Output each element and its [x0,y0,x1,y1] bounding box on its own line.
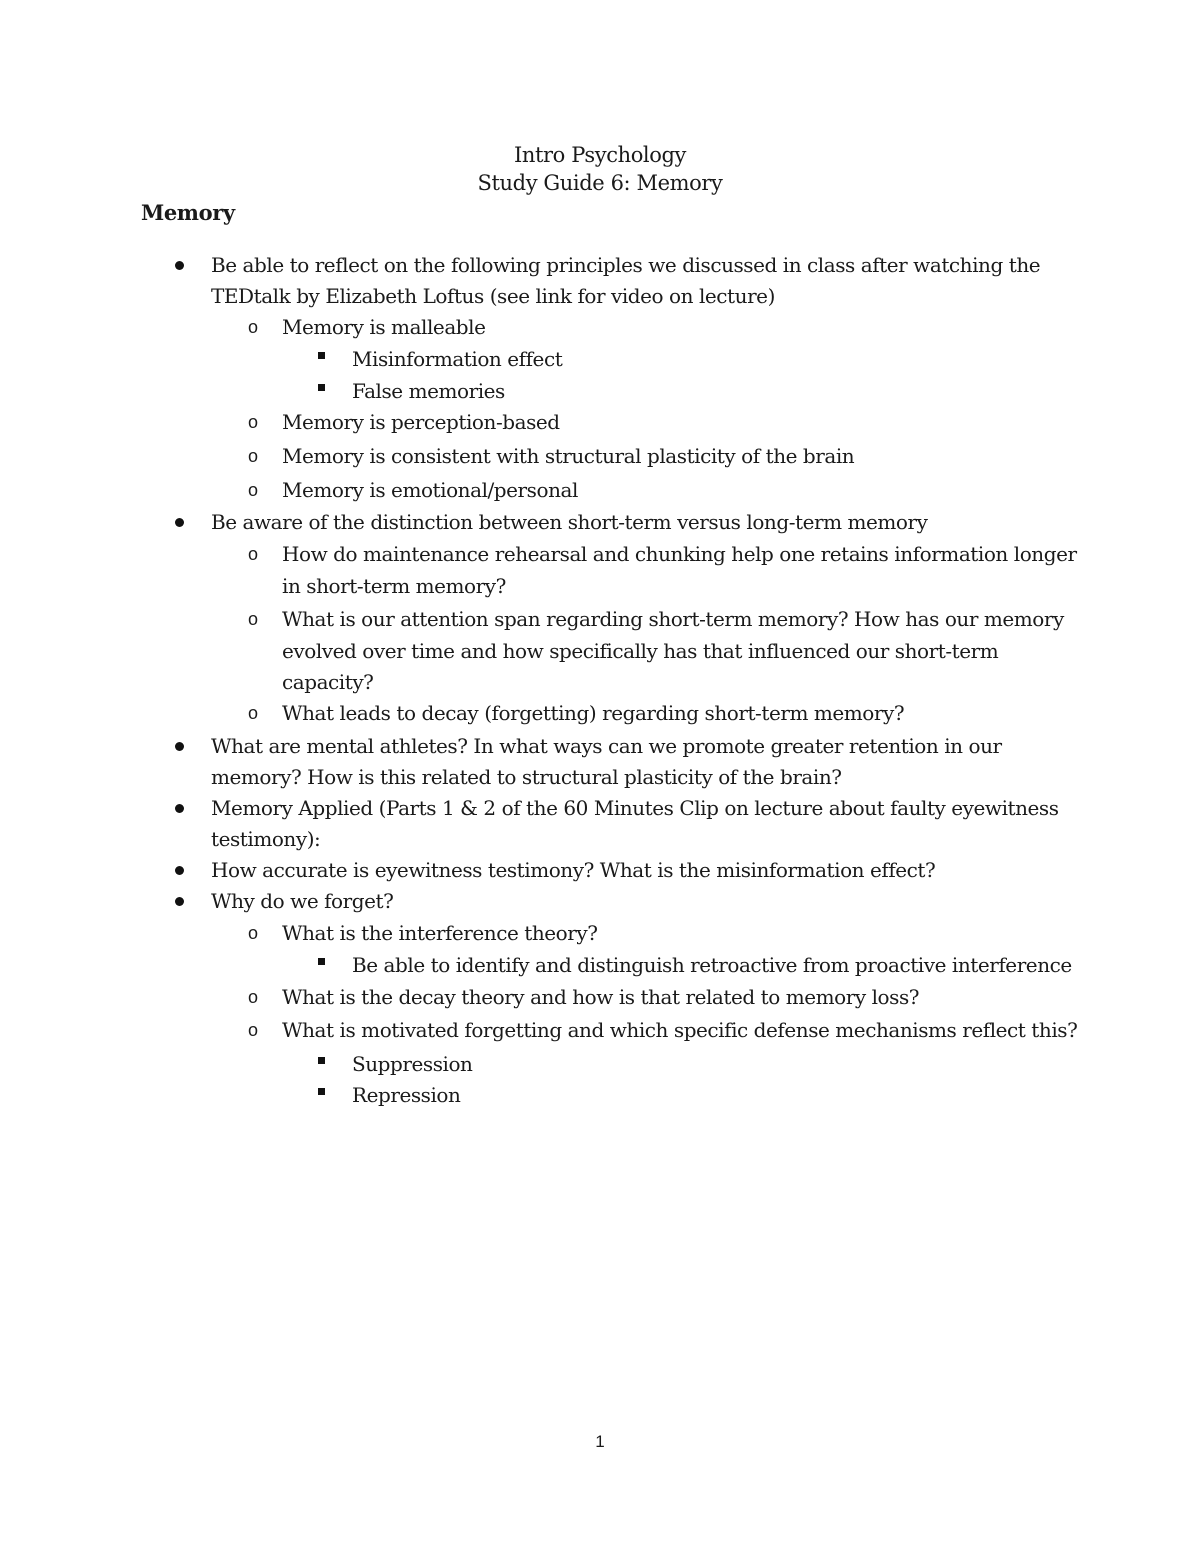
bullet-dot [175,742,184,751]
sub-list-item: What is motivated forgetting and which specific defense mechanisms reflect this? [282,1018,1078,1042]
bullet-dot [175,866,184,875]
list-item: Memory Applied (Parts 1 & 2 of the 60 Minutes Clip on lecture about faulty eyewitness [211,796,1059,820]
list-item: Why do we forget? [211,889,394,913]
sub-list-item-continuation: capacity? [282,670,374,694]
sub-sub-list-item: Suppression [352,1052,473,1076]
sub-list-item: What is our attention span regarding short-term memory? How has our memory [282,607,1064,631]
sub-list-item: Memory is malleable [282,315,486,339]
sub-bullet-marker: o [248,544,259,564]
sub-bullet-marker: o [248,609,259,629]
sub-bullet-marker: o [248,923,259,943]
square-bullet [318,352,325,359]
sub-list-item: What is the decay theory and how is that related to memory loss? [282,985,920,1009]
list-item-continuation: testimony): [211,827,321,851]
sub-bullet-marker: o [248,703,259,723]
sub-bullet-marker: o [248,480,259,500]
title-block [0,141,1200,197]
page-number: 1 [595,1432,605,1451]
section-heading: Memory [141,200,235,225]
list-item-continuation: memory? How is this related to structural plasticity of the brain? [211,765,842,789]
square-bullet [318,958,325,965]
sub-bullet-marker: o [248,317,259,337]
sub-bullet-marker: o [248,1020,259,1040]
guide-title: Study Guide 6: Memory [477,171,723,195]
list-item: How accurate is eyewitness testimony? What is the misinformation effect? [211,858,936,882]
sub-list-item: Memory is perception-based [282,410,560,434]
sub-sub-list-item: False memories [352,379,505,403]
sub-bullet-marker: o [248,446,259,466]
sub-bullet-marker: o [248,987,259,1007]
bullet-dot [175,804,184,813]
sub-list-item: What leads to decay (forgetting) regarding short-term memory? [282,701,905,725]
sub-list-item-continuation: evolved over time and how specifically has that influenced our short-term [282,639,999,663]
sub-sub-list-item: Be able to identify and distinguish retroactive from proactive interference [352,953,1072,977]
course-title: Intro Psychology [513,143,687,167]
sub-list-item: Memory is consistent with structural plasticity of the brain [282,444,855,468]
list-item: Be aware of the distinction between short-term versus long-term memory [211,510,928,534]
list-item: Be able to reflect on the following principles we discussed in class after watching the [211,253,1041,277]
bullet-dot [175,518,184,527]
list-item: What are mental athletes? In what ways can we promote greater retention in our [211,734,1002,758]
bullet-dot [175,261,184,270]
sub-list-item: What is the interference theory? [282,921,598,945]
sub-bullet-marker: o [248,412,259,432]
sub-sub-list-item: Misinformation effect [352,347,563,371]
sub-list-item-continuation: in short-term memory? [282,574,506,598]
square-bullet [318,384,325,391]
list-item-continuation: TEDtalk by Elizabeth Loftus (see link for video on lecture) [211,284,775,308]
square-bullet [318,1088,325,1095]
sub-sub-list-item: Repression [352,1083,461,1107]
sub-list-item: Memory is emotional/personal [282,478,578,502]
sub-list-item: How do maintenance rehearsal and chunking help one retains information longer [282,542,1077,566]
bullet-dot [175,897,184,906]
square-bullet [318,1057,325,1064]
